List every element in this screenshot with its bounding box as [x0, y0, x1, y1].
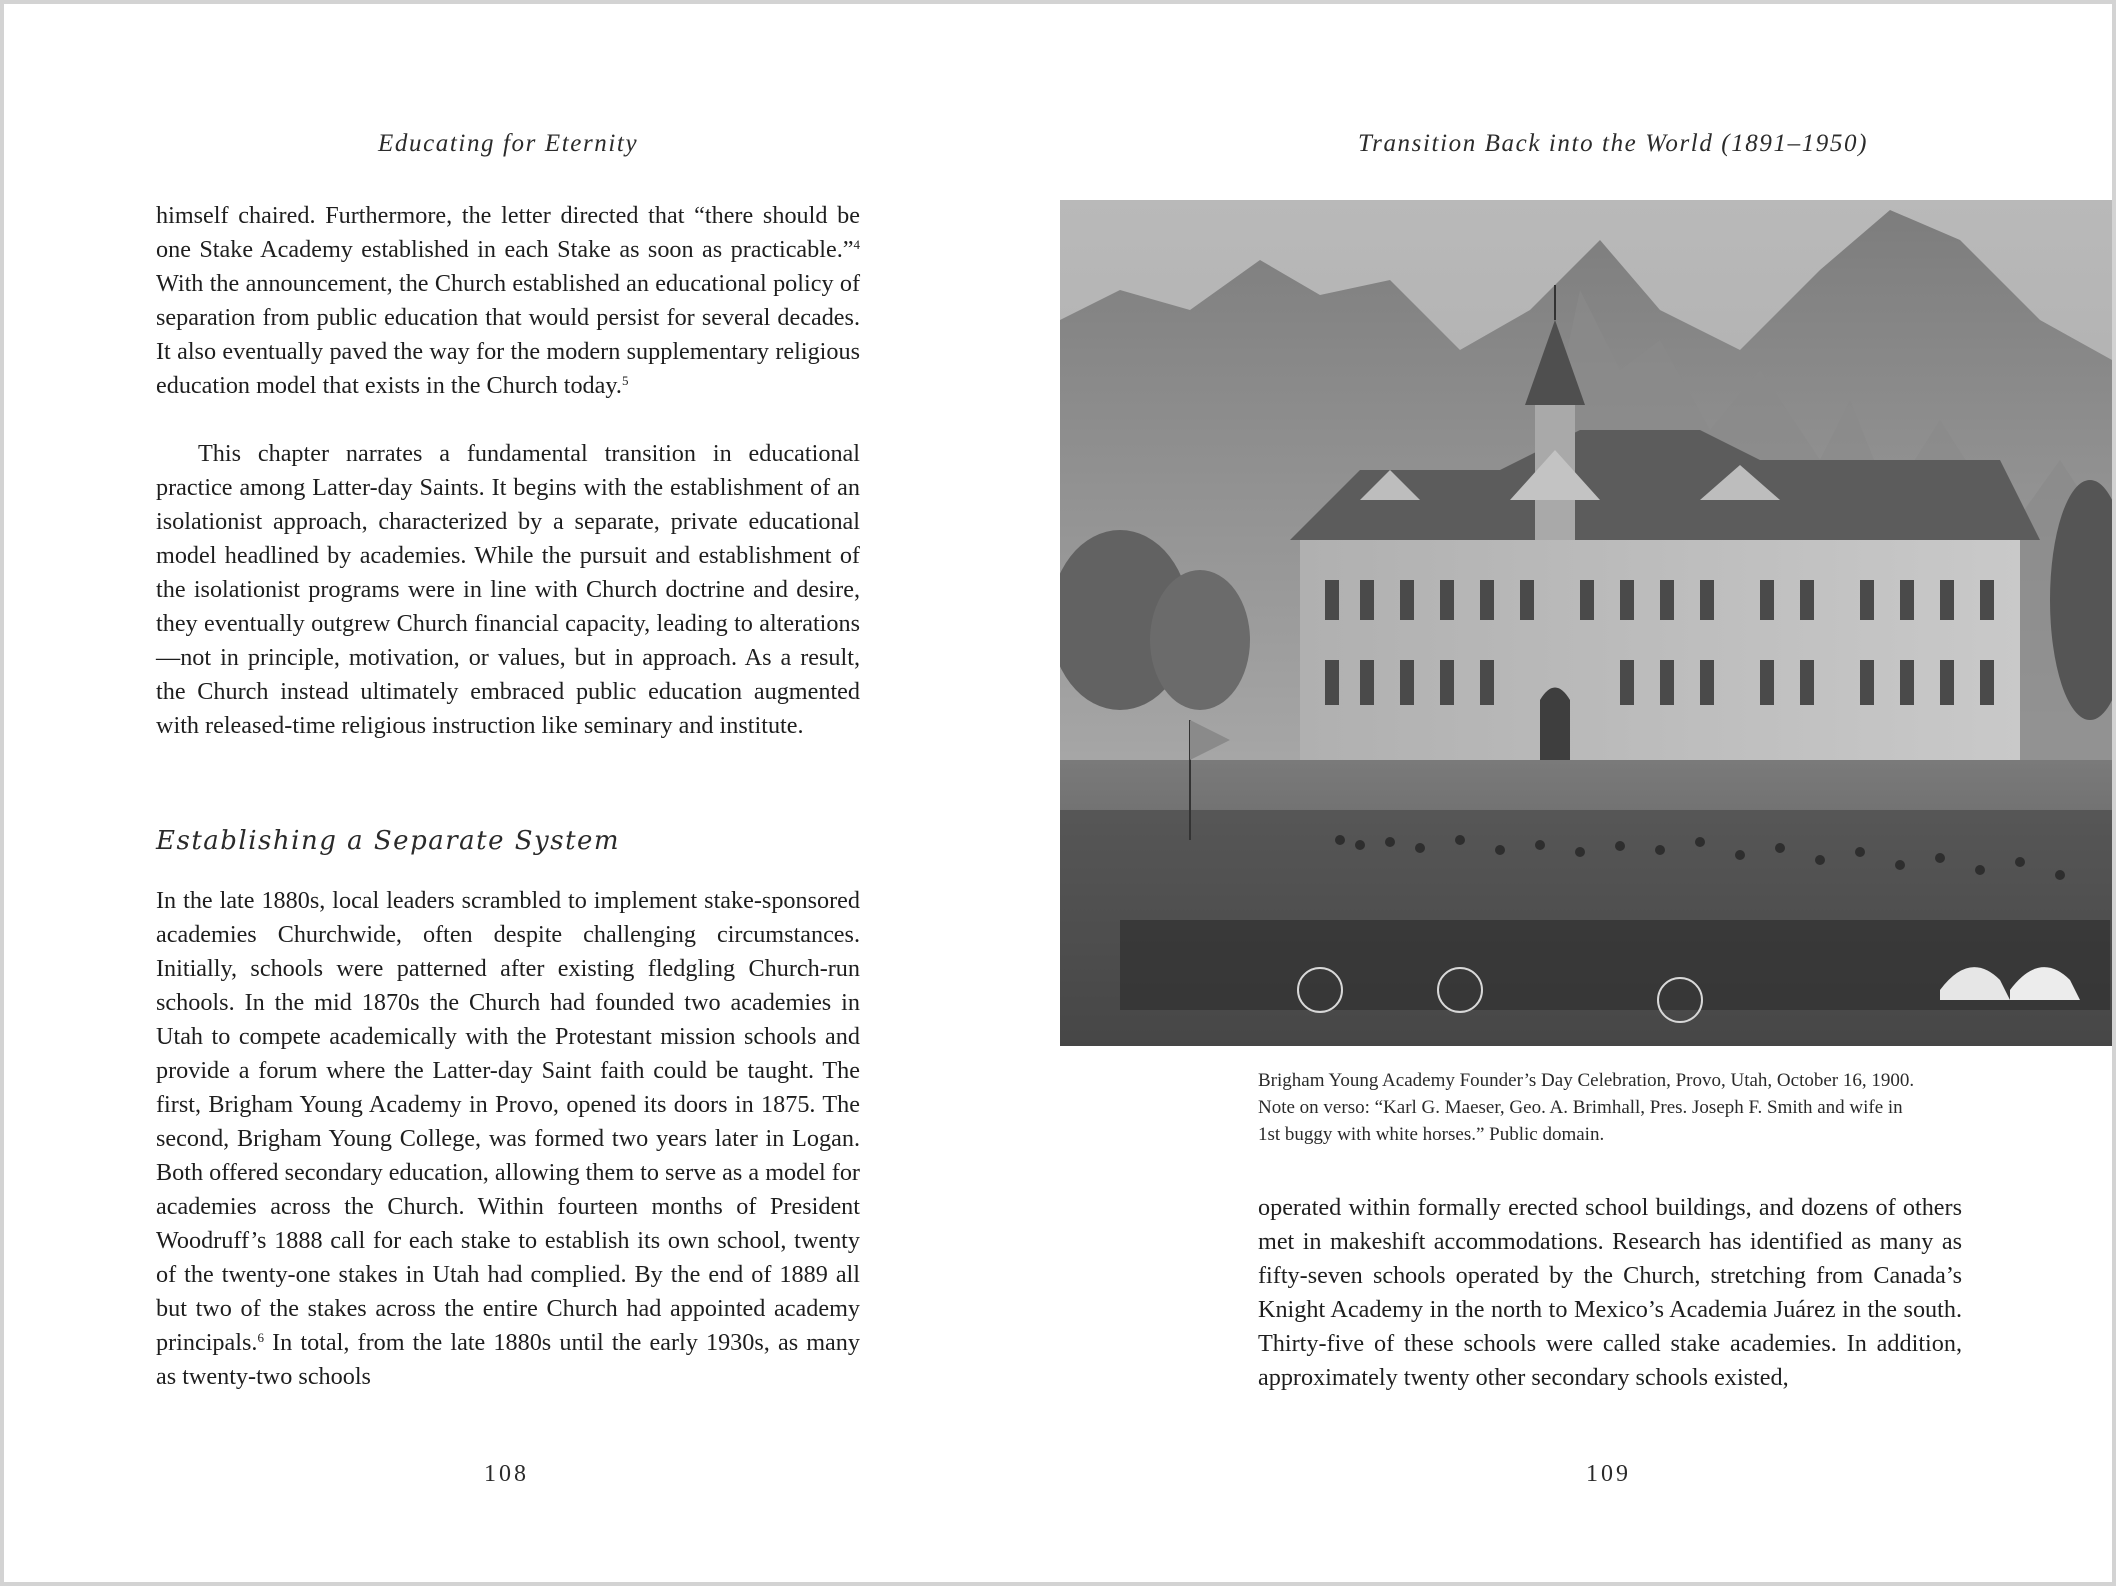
caption-line: Note on verso: “Karl G. Maeser, Geo. A. Brimhall, Pres. Joseph F. Smith and wife in: [1258, 1097, 1903, 1118]
caption-line: 1st buggy with white horses.” Public domain.: [1258, 1124, 1605, 1145]
paragraph-text: himself chaired. Furthermore, the letter directed that “there should be one Stake Academy established in each Stake as soon as practicable.”: [156, 202, 860, 263]
footnote-marker: 6: [257, 1330, 264, 1345]
paragraph-text: In total, from the late 1880s until the early 1930s, as many as twenty-two schools: [156, 1329, 860, 1390]
left-paragraph-2: [156, 437, 860, 743]
paragraph-text: operated within formally erected school buildings, and dozens of others met in makeshift accommodations. Research has identified as many as fifty-seven schools operated by the Church, stretching from Canada’s Knight Academy in the north to Mexico’s Academia Juárez in the south. Thirty-five of these schools were called stake academies. In addition, approximately twenty other secondary schools existed,: [1258, 1194, 1962, 1391]
photo-caption: [1258, 1067, 1962, 1148]
academy-photo-illustration: [1060, 200, 2112, 1046]
paragraph-text: With the announcement, the Church established an educational policy of separation from public education that would persist for several decades. It also eventually paved the way for the modern supplementary religious education model that exists in the Church today.: [156, 270, 860, 399]
paragraph-text: In the late 1880s, local leaders scrambled to implement stake-sponsored academies Churchwide, often despite challenging circumstances. Initially, schools were patterned after existing fledgling Church-run schools. In the mid 1870s the Church had founded two academies in Utah to compete academically with the Protestant mission schools and provide a forum where the Latter-day Saint faith could be taught. The first, Brigham Young Academy in Provo, opened its doors in 1875. The second, Brigham Young College, was formed two years later in Logan. Both offered secondary education, allowing them to serve as a model for academies across the Church. Within fourteen months of President Woodruff’s 1888 call for each stake to establish its own school, twenty of the twenty-one stakes in Utah had complied. By the end of 1889 all but two of the stakes across the entire Church had appointed academy principals.: [156, 887, 860, 1356]
paragraph-text: This chapter narrates a fundamental transition in educational practice among Latter-day Saints. It begins with the establishment of an isolationist approach, characterized by a separate, private educational model headlined by academies. While the pursuit and establishment of the isolationist programs were in line with Church doctrine and desire, they eventually outgrew Church financial capacity, leading to alterations—not in principle, motivation, or values, but in approach. As a result, the Church instead ultimately embraced public education augmented with released-time religious instruction like seminary and institute.: [156, 440, 860, 739]
left-running-head: Educating for Eternity: [378, 130, 639, 157]
right-page: [1058, 4, 2112, 1582]
right-paragraph: [1258, 1191, 1962, 1395]
page-number-right: 109: [1586, 1461, 1631, 1487]
left-paragraph-1: [156, 199, 860, 403]
page-number-left: 108: [484, 1461, 529, 1487]
historic-photograph: [1060, 200, 2112, 1046]
caption-line: Brigham Young Academy Founder’s Day Celebration, Provo, Utah, October 16, 1900.: [1258, 1070, 1915, 1091]
left-paragraph-3: [156, 884, 860, 1394]
left-page: [4, 4, 1058, 1582]
footnote-marker: 5: [621, 373, 629, 388]
footnote-marker: 4: [853, 237, 860, 252]
section-heading: Establishing a Separate System: [156, 826, 621, 856]
right-running-head: Transition Back into the World (1891–1950): [1358, 130, 1869, 157]
book-spread: [4, 4, 2112, 1582]
